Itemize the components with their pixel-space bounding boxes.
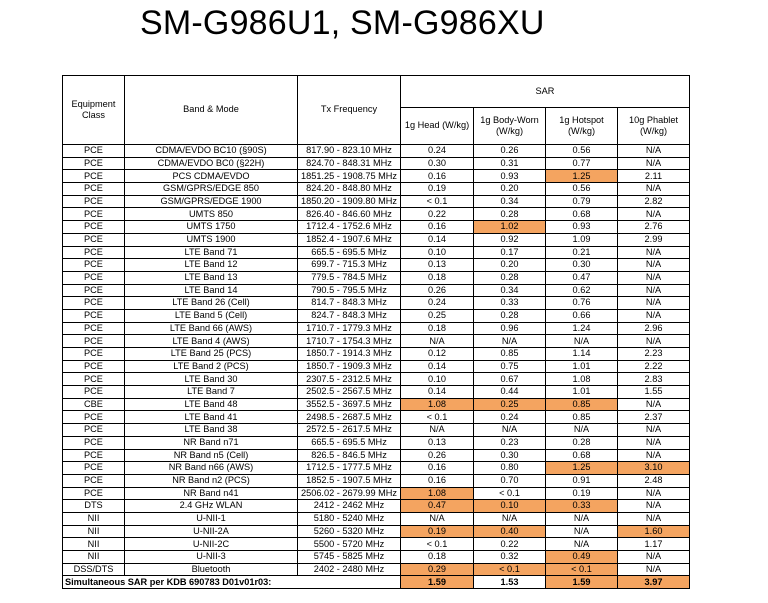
- cell-phablet: N/A: [618, 551, 690, 564]
- cell-band-mode: LTE Band 5 (Cell): [125, 309, 298, 322]
- header-equipment-class-label: Equipment Class: [71, 98, 116, 120]
- cell-equipment-class: DSS/DTS: [63, 563, 125, 576]
- cell-head: 1.08: [401, 487, 474, 500]
- cell-equipment-class: NII: [63, 525, 125, 538]
- cell-head: 0.18: [401, 551, 474, 564]
- cell-tx-frequency: 824.20 - 848.80 MHz: [298, 183, 401, 196]
- cell-phablet: 2.96: [618, 322, 690, 335]
- cell-head: 0.29: [401, 563, 474, 576]
- cell-phablet: N/A: [618, 500, 690, 513]
- cell-equipment-class: PCE: [63, 474, 125, 487]
- cell-band-mode: LTE Band 71: [125, 246, 298, 259]
- table-row: [63, 195, 690, 208]
- table-row: [63, 233, 690, 246]
- cell-band-mode: U-NII-2C: [125, 538, 298, 551]
- cell-body-worn: 1.02: [474, 221, 546, 234]
- cell-body-worn: N/A: [474, 512, 546, 525]
- cell-phablet: 2.22: [618, 360, 690, 373]
- header-sar: SAR: [401, 76, 690, 108]
- cell-tx-frequency: 699.7 - 715.3 MHz: [298, 259, 401, 272]
- cell-hotspot: 0.49: [546, 551, 618, 564]
- cell-body-worn: 0.40: [474, 525, 546, 538]
- cell-hotspot: 0.47: [546, 271, 618, 284]
- table-row: [63, 348, 690, 361]
- cell-phablet: N/A: [618, 309, 690, 322]
- cell-equipment-class: PCE: [63, 449, 125, 462]
- cell-head: 1.08: [401, 398, 474, 411]
- cell-body-worn: 0.26: [474, 145, 546, 158]
- cell-band-mode: LTE Band 14: [125, 284, 298, 297]
- cell-body-worn: < 0.1: [474, 563, 546, 576]
- cell-phablet: N/A: [618, 335, 690, 348]
- cell-equipment-class: PCE: [63, 297, 125, 310]
- cell-hotspot: 1.25: [546, 170, 618, 183]
- cell-head: 0.16: [401, 462, 474, 475]
- page-title: SM-G986U1, SM-G986XU: [140, 4, 545, 42]
- cell-band-mode: LTE Band 26 (Cell): [125, 297, 298, 310]
- table-row: [63, 322, 690, 335]
- cell-hotspot: 0.91: [546, 474, 618, 487]
- cell-phablet: N/A: [618, 183, 690, 196]
- table-row: [63, 487, 690, 500]
- cell-band-mode: CDMA/EVDO BC10 (§90S): [125, 145, 298, 158]
- cell-phablet: 1.60: [618, 525, 690, 538]
- cell-body-worn: 0.44: [474, 386, 546, 399]
- cell-equipment-class: PCE: [63, 348, 125, 361]
- cell-band-mode: LTE Band 4 (AWS): [125, 335, 298, 348]
- table-row: [63, 271, 690, 284]
- header-hotspot-line2: (W/kg): [567, 126, 596, 136]
- cell-tx-frequency: 665.5 - 695.5 MHz: [298, 436, 401, 449]
- cell-tx-frequency: 3552.5 - 3697.5 MHz: [298, 398, 401, 411]
- cell-head: 0.10: [401, 246, 474, 259]
- cell-phablet: N/A: [618, 563, 690, 576]
- cell-equipment-class: PCE: [63, 436, 125, 449]
- cell-body-worn: 0.17: [474, 246, 546, 259]
- cell-head: 0.10: [401, 373, 474, 386]
- header-hotspot-line1: 1g Hotspot: [559, 115, 604, 126]
- cell-equipment-class: PCE: [63, 335, 125, 348]
- table-row: [63, 157, 690, 170]
- cell-head: N/A: [401, 512, 474, 525]
- cell-tx-frequency: 2498.5 - 2687.5 MHz: [298, 411, 401, 424]
- cell-hotspot: 0.56: [546, 145, 618, 158]
- header-body-worn: [474, 108, 546, 145]
- cell-head: 0.30: [401, 157, 474, 170]
- table-row: [63, 309, 690, 322]
- cell-body-worn: 0.75: [474, 360, 546, 373]
- header-phablet-line1: 10g Phablet: [628, 115, 679, 126]
- cell-head: 0.13: [401, 259, 474, 272]
- cell-head: 0.16: [401, 221, 474, 234]
- cell-equipment-class: NII: [63, 538, 125, 551]
- cell-head: 0.26: [401, 284, 474, 297]
- cell-body-worn: 0.34: [474, 195, 546, 208]
- cell-phablet: 2.11: [618, 170, 690, 183]
- cell-band-mode: UMTS 850: [125, 208, 298, 221]
- footer-phablet: 3.97: [618, 576, 690, 589]
- cell-band-mode: LTE Band 48: [125, 398, 298, 411]
- cell-hotspot: 0.19: [546, 487, 618, 500]
- cell-head: 0.22: [401, 208, 474, 221]
- table-row: [63, 500, 690, 513]
- cell-head: 0.16: [401, 474, 474, 487]
- cell-body-worn: 0.23: [474, 436, 546, 449]
- cell-tx-frequency: 1852.4 - 1907.6 MHz: [298, 233, 401, 246]
- cell-tx-frequency: 1850.7 - 1909.3 MHz: [298, 360, 401, 373]
- table-row: [63, 297, 690, 310]
- table-row: [63, 373, 690, 386]
- header-tx-frequency: Tx Frequency: [298, 76, 401, 145]
- cell-phablet: 2.83: [618, 373, 690, 386]
- cell-tx-frequency: 824.70 - 848.31 MHz: [298, 157, 401, 170]
- table-row: [63, 259, 690, 272]
- cell-tx-frequency: 2572.5 - 2617.5 MHz: [298, 424, 401, 437]
- cell-band-mode: LTE Band 66 (AWS): [125, 322, 298, 335]
- cell-equipment-class: PCE: [63, 360, 125, 373]
- cell-head: N/A: [401, 335, 474, 348]
- cell-equipment-class: NII: [63, 551, 125, 564]
- cell-band-mode: UMTS 1750: [125, 221, 298, 234]
- cell-phablet: N/A: [618, 398, 690, 411]
- cell-equipment-class: NII: [63, 512, 125, 525]
- cell-hotspot: 0.85: [546, 411, 618, 424]
- cell-band-mode: U-NII-2A: [125, 525, 298, 538]
- cell-head: 0.16: [401, 170, 474, 183]
- cell-phablet: 1.55: [618, 386, 690, 399]
- table-row: [63, 246, 690, 259]
- cell-phablet: N/A: [618, 259, 690, 272]
- cell-band-mode: LTE Band 38: [125, 424, 298, 437]
- header-head: 1g Head (W/kg): [401, 108, 474, 145]
- cell-body-worn: 0.33: [474, 297, 546, 310]
- cell-tx-frequency: 1852.5 - 1907.5 MHz: [298, 474, 401, 487]
- cell-tx-frequency: 5500 - 5720 MHz: [298, 538, 401, 551]
- cell-band-mode: GSM/GPRS/EDGE 850: [125, 183, 298, 196]
- table-row: [63, 424, 690, 437]
- cell-hotspot: 0.68: [546, 208, 618, 221]
- cell-hotspot: N/A: [546, 335, 618, 348]
- cell-equipment-class: PCE: [63, 411, 125, 424]
- header-hotspot: [546, 108, 618, 145]
- cell-hotspot: 0.77: [546, 157, 618, 170]
- cell-tx-frequency: 1712.4 - 1752.6 MHz: [298, 221, 401, 234]
- cell-equipment-class: PCE: [63, 322, 125, 335]
- cell-tx-frequency: 2412 - 2462 MHz: [298, 500, 401, 513]
- cell-band-mode: LTE Band 41: [125, 411, 298, 424]
- cell-head: 0.13: [401, 436, 474, 449]
- cell-tx-frequency: 5745 - 5825 MHz: [298, 551, 401, 564]
- cell-body-worn: 0.25: [474, 398, 546, 411]
- header-row-top: [63, 76, 690, 108]
- cell-equipment-class: PCE: [63, 195, 125, 208]
- cell-body-worn: 0.31: [474, 157, 546, 170]
- cell-hotspot: 0.76: [546, 297, 618, 310]
- cell-body-worn: 0.96: [474, 322, 546, 335]
- table-row: [63, 386, 690, 399]
- cell-hotspot: 1.25: [546, 462, 618, 475]
- cell-hotspot: 0.93: [546, 221, 618, 234]
- cell-equipment-class: PCE: [63, 170, 125, 183]
- cell-band-mode: LTE Band 25 (PCS): [125, 348, 298, 361]
- cell-tx-frequency: 1712.5 - 1777.5 MHz: [298, 462, 401, 475]
- cell-phablet: N/A: [618, 436, 690, 449]
- cell-band-mode: NR Band n66 (AWS): [125, 462, 298, 475]
- cell-band-mode: NR Band n41: [125, 487, 298, 500]
- cell-band-mode: LTE Band 13: [125, 271, 298, 284]
- cell-hotspot: 0.30: [546, 259, 618, 272]
- cell-hotspot: N/A: [546, 424, 618, 437]
- cell-head: 0.18: [401, 322, 474, 335]
- table-row: [63, 284, 690, 297]
- cell-head: < 0.1: [401, 538, 474, 551]
- cell-hotspot: 0.62: [546, 284, 618, 297]
- cell-body-worn: 0.34: [474, 284, 546, 297]
- cell-tx-frequency: 817.90 - 823.10 MHz: [298, 145, 401, 158]
- cell-body-worn: 0.28: [474, 271, 546, 284]
- cell-hotspot: 0.85: [546, 398, 618, 411]
- cell-hotspot: 1.24: [546, 322, 618, 335]
- cell-phablet: 2.37: [618, 411, 690, 424]
- cell-body-worn: 0.92: [474, 233, 546, 246]
- table-row: [63, 563, 690, 576]
- cell-body-worn: N/A: [474, 424, 546, 437]
- cell-equipment-class: PCE: [63, 386, 125, 399]
- cell-equipment-class: DTS: [63, 500, 125, 513]
- cell-head: 0.19: [401, 525, 474, 538]
- cell-body-worn: 0.32: [474, 551, 546, 564]
- cell-hotspot: 0.56: [546, 183, 618, 196]
- cell-band-mode: NR Band n2 (PCS): [125, 474, 298, 487]
- cell-phablet: N/A: [618, 487, 690, 500]
- cell-hotspot: 1.09: [546, 233, 618, 246]
- cell-hotspot: 1.14: [546, 348, 618, 361]
- footer-body-worn: 1.53: [474, 576, 546, 589]
- cell-head: 0.12: [401, 348, 474, 361]
- cell-tx-frequency: 779.5 - 784.5 MHz: [298, 271, 401, 284]
- cell-hotspot: 1.01: [546, 360, 618, 373]
- footer-hotspot: 1.59: [546, 576, 618, 589]
- cell-tx-frequency: 826.5 - 846.5 MHz: [298, 449, 401, 462]
- header-body-worn-line2: (W/kg): [495, 126, 524, 136]
- cell-head: < 0.1: [401, 195, 474, 208]
- table-row: [63, 170, 690, 183]
- table-row: [63, 411, 690, 424]
- cell-phablet: 1.17: [618, 538, 690, 551]
- cell-phablet: N/A: [618, 208, 690, 221]
- cell-band-mode: NR Band n5 (Cell): [125, 449, 298, 462]
- cell-phablet: N/A: [618, 424, 690, 437]
- cell-body-worn: < 0.1: [474, 487, 546, 500]
- cell-equipment-class: PCE: [63, 424, 125, 437]
- cell-body-worn: 0.80: [474, 462, 546, 475]
- header-band-mode: Band & Mode: [125, 76, 298, 145]
- cell-tx-frequency: 1710.7 - 1754.3 MHz: [298, 335, 401, 348]
- cell-phablet: N/A: [618, 246, 690, 259]
- cell-body-worn: 0.20: [474, 183, 546, 196]
- table-row: [63, 145, 690, 158]
- cell-head: 0.24: [401, 145, 474, 158]
- cell-tx-frequency: 665.5 - 695.5 MHz: [298, 246, 401, 259]
- cell-body-worn: 0.93: [474, 170, 546, 183]
- cell-equipment-class: PCE: [63, 373, 125, 386]
- cell-head: N/A: [401, 424, 474, 437]
- cell-head: 0.14: [401, 360, 474, 373]
- table-row: [63, 436, 690, 449]
- cell-equipment-class: PCE: [63, 259, 125, 272]
- cell-hotspot: < 0.1: [546, 563, 618, 576]
- cell-equipment-class: PCE: [63, 145, 125, 158]
- cell-tx-frequency: 2506.02 - 2679.99 MHz: [298, 487, 401, 500]
- cell-phablet: N/A: [618, 145, 690, 158]
- footer-row: [63, 576, 690, 589]
- cell-band-mode: LTE Band 7: [125, 386, 298, 399]
- sar-table-body: [63, 145, 690, 576]
- cell-band-mode: UMTS 1900: [125, 233, 298, 246]
- cell-body-worn: 0.24: [474, 411, 546, 424]
- cell-body-worn: 0.28: [474, 208, 546, 221]
- cell-equipment-class: PCE: [63, 157, 125, 170]
- cell-head: 0.25: [401, 309, 474, 322]
- cell-band-mode: NR Band n71: [125, 436, 298, 449]
- cell-phablet: 2.82: [618, 195, 690, 208]
- header-phablet-line2: (W/kg): [639, 126, 668, 136]
- cell-tx-frequency: 5180 - 5240 MHz: [298, 512, 401, 525]
- table-row: [63, 360, 690, 373]
- cell-tx-frequency: 2307.5 - 2312.5 MHz: [298, 373, 401, 386]
- cell-hotspot: 0.68: [546, 449, 618, 462]
- cell-hotspot: 1.01: [546, 386, 618, 399]
- cell-equipment-class: PCE: [63, 284, 125, 297]
- cell-body-worn: N/A: [474, 335, 546, 348]
- cell-phablet: 2.99: [618, 233, 690, 246]
- cell-equipment-class: PCE: [63, 487, 125, 500]
- table-row: [63, 221, 690, 234]
- cell-phablet: N/A: [618, 157, 690, 170]
- cell-head: 0.26: [401, 449, 474, 462]
- table-row: [63, 551, 690, 564]
- cell-equipment-class: PCE: [63, 183, 125, 196]
- cell-phablet: 2.48: [618, 474, 690, 487]
- cell-equipment-class: PCE: [63, 221, 125, 234]
- header-equipment-class: [63, 76, 125, 145]
- cell-body-worn: 0.20: [474, 259, 546, 272]
- footer-label: Simultaneous SAR per KDB 690783 D01v01r03:: [63, 576, 401, 589]
- cell-equipment-class: PCE: [63, 462, 125, 475]
- sar-table: [62, 75, 690, 589]
- cell-head: 0.19: [401, 183, 474, 196]
- cell-tx-frequency: 2402 - 2480 MHz: [298, 563, 401, 576]
- cell-head: 0.14: [401, 386, 474, 399]
- cell-body-worn: 0.30: [474, 449, 546, 462]
- cell-phablet: N/A: [618, 297, 690, 310]
- cell-body-worn: 0.10: [474, 500, 546, 513]
- footer-head: 1.59: [401, 576, 474, 589]
- cell-body-worn: 0.67: [474, 373, 546, 386]
- cell-band-mode: GSM/GPRS/EDGE 1900: [125, 195, 298, 208]
- table-row: [63, 449, 690, 462]
- cell-phablet: 2.23: [618, 348, 690, 361]
- cell-phablet: 2.76: [618, 221, 690, 234]
- cell-hotspot: 0.33: [546, 500, 618, 513]
- cell-tx-frequency: 824.7 - 848.3 MHz: [298, 309, 401, 322]
- table-row: [63, 525, 690, 538]
- cell-hotspot: 0.79: [546, 195, 618, 208]
- cell-hotspot: 0.66: [546, 309, 618, 322]
- cell-tx-frequency: 790.5 - 795.5 MHz: [298, 284, 401, 297]
- cell-tx-frequency: 1710.7 - 1779.3 MHz: [298, 322, 401, 335]
- cell-hotspot: 1.08: [546, 373, 618, 386]
- cell-tx-frequency: 2502.5 - 2567.5 MHz: [298, 386, 401, 399]
- cell-phablet: 3.10: [618, 462, 690, 475]
- cell-body-worn: 0.85: [474, 348, 546, 361]
- cell-band-mode: LTE Band 12: [125, 259, 298, 272]
- cell-head: < 0.1: [401, 411, 474, 424]
- cell-equipment-class: PCE: [63, 208, 125, 221]
- cell-band-mode: LTE Band 30: [125, 373, 298, 386]
- cell-band-mode: CDMA/EVDO BC0 (§22H): [125, 157, 298, 170]
- cell-hotspot: N/A: [546, 512, 618, 525]
- table-row: [63, 398, 690, 411]
- cell-hotspot: N/A: [546, 538, 618, 551]
- cell-equipment-class: PCE: [63, 233, 125, 246]
- cell-tx-frequency: 5260 - 5320 MHz: [298, 525, 401, 538]
- cell-equipment-class: CBE: [63, 398, 125, 411]
- cell-tx-frequency: 1850.20 - 1909.80 MHz: [298, 195, 401, 208]
- cell-tx-frequency: 826.40 - 846.60 MHz: [298, 208, 401, 221]
- cell-body-worn: 0.28: [474, 309, 546, 322]
- cell-band-mode: U-NII-3: [125, 551, 298, 564]
- table-row: [63, 538, 690, 551]
- table-row: [63, 462, 690, 475]
- cell-band-mode: U-NII-1: [125, 512, 298, 525]
- header-body-worn-line1: 1g Body-Worn: [480, 115, 539, 126]
- cell-head: 0.14: [401, 233, 474, 246]
- cell-tx-frequency: 814.7 - 848.3 MHz: [298, 297, 401, 310]
- cell-hotspot: 0.28: [546, 436, 618, 449]
- table-row: [63, 208, 690, 221]
- cell-tx-frequency: 1850.7 - 1914.3 MHz: [298, 348, 401, 361]
- cell-band-mode: 2.4 GHz WLAN: [125, 500, 298, 513]
- cell-hotspot: N/A: [546, 525, 618, 538]
- cell-head: 0.18: [401, 271, 474, 284]
- cell-phablet: N/A: [618, 449, 690, 462]
- header-phablet: [618, 108, 690, 145]
- cell-band-mode: Bluetooth: [125, 563, 298, 576]
- cell-phablet: N/A: [618, 271, 690, 284]
- cell-phablet: N/A: [618, 512, 690, 525]
- cell-equipment-class: PCE: [63, 246, 125, 259]
- cell-equipment-class: PCE: [63, 309, 125, 322]
- table-row: [63, 183, 690, 196]
- cell-tx-frequency: 1851.25 - 1908.75 MHz: [298, 170, 401, 183]
- table-row: [63, 512, 690, 525]
- table-row: [63, 474, 690, 487]
- table-row: [63, 335, 690, 348]
- cell-body-worn: 0.70: [474, 474, 546, 487]
- cell-phablet: N/A: [618, 284, 690, 297]
- cell-head: 0.47: [401, 500, 474, 513]
- cell-hotspot: 0.21: [546, 246, 618, 259]
- cell-head: 0.24: [401, 297, 474, 310]
- cell-band-mode: PCS CDMA/EVDO: [125, 170, 298, 183]
- cell-equipment-class: PCE: [63, 271, 125, 284]
- cell-band-mode: LTE Band 2 (PCS): [125, 360, 298, 373]
- cell-body-worn: 0.22: [474, 538, 546, 551]
